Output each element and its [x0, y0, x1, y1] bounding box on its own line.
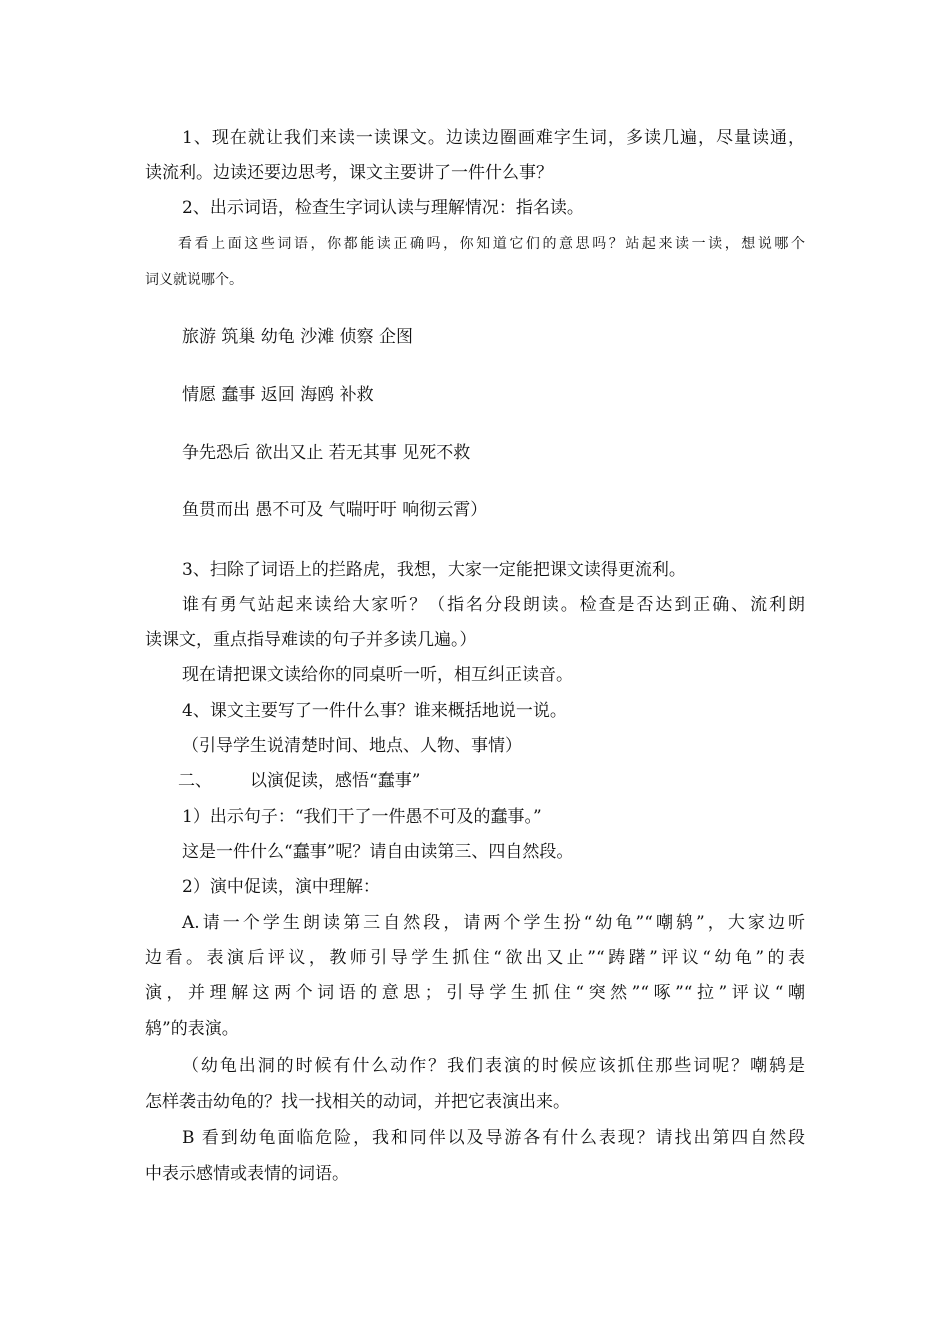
- paragraph-3-line-1: 看看上面这些词语，你都能读正确吗，你知道它们的意思吗？站起来读一读，想说哪个: [178, 236, 805, 252]
- paragraph-5-line-2: 读课文，重点指导难读的句子并多读几遍。）: [145, 630, 477, 650]
- word-list-3: 争先恐后 欲出又止 若无其事 见死不救: [182, 443, 471, 463]
- word-list-1: 旅游 筑巢 幼龟 沙滩 侦察 企图: [182, 327, 414, 347]
- paragraph-2: 2、出示词语，检查生字词认读与理解情况：指名读。: [182, 198, 584, 218]
- paragraph-14-line-1: B 看到幼龟面临危险，我和同伴以及导游各有什么表现？请找出第四自然段: [182, 1128, 805, 1148]
- paragraph-10: 这是一件什么“蠢事”呢？请自由读第三、四自然段。: [182, 842, 574, 862]
- paragraph-8: （引导学生说清楚时间、地点、人物、事情）: [182, 736, 522, 756]
- paragraph-9: 1）出示句子：“我们干了一件愚不可及的蠢事。”: [182, 807, 542, 827]
- section-heading-number: 二、: [178, 771, 212, 791]
- word-list-4: 鱼贯而出 愚不可及 气喘吁吁 响彻云霄）: [182, 500, 488, 520]
- paragraph-6: 现在请把课文读给你的同桌听一听，相互纠正读音。: [182, 665, 573, 685]
- paragraph-1-line-2: 读流利。边读还要边思考，课文主要讲了一件什么事？: [145, 163, 553, 183]
- paragraph-13-line-1: （幼龟出洞的时候有什么动作？我们表演的时候应该抓住那些词呢？嘲鸫是: [182, 1056, 805, 1076]
- paragraph-14-line-2: 中表示感情或表情的词语。: [145, 1164, 349, 1184]
- paragraph-12-line-4: 鸫”的表演。: [145, 1019, 239, 1039]
- section-heading-text: 以演促读，感悟“蠢事”: [250, 771, 421, 791]
- paragraph-11: 2）演中促读，演中理解：: [182, 877, 380, 897]
- paragraph-12-line-2: 边看。表演后评议，教师引导学生抓住“欲出又止”“踌躇”评议“幼龟”的表: [145, 948, 805, 968]
- paragraph-4: 3、扫除了词语上的拦路虎，我想，大家一定能把课文读得更流利。: [182, 560, 686, 580]
- paragraph-5-line-1: 谁有勇气站起来读给大家听？（指名分段朗读。检查是否达到正确、流利朗: [182, 595, 805, 615]
- paragraph-12-line-3: 演，并理解这两个词语的意思；引导学生抓住“突然”“啄”“拉”评议“嘲: [145, 983, 805, 1003]
- paragraph-13-line-2: 怎样袭击幼龟的？找一找相关的动词，并把它表演出来。: [145, 1092, 570, 1112]
- paragraph-12-line-1: A.请一个学生朗读第三自然段，请两个学生扮“幼龟”“嘲鸫”，大家边听: [182, 913, 805, 933]
- section-heading-2: [178, 769, 420, 793]
- paragraph-1-line-1: 1、现在就让我们来读一读课文。边读边圈画难字生词，多读几遍，尽量读通，: [182, 128, 805, 148]
- paragraph-3-line-2: 词义就说哪个。: [145, 272, 243, 288]
- word-list-2: 情愿 蠢事 返回 海鸥 补救: [182, 385, 374, 405]
- paragraph-7: 4、课文主要写了一件什么事？谁来概括地说一说。: [182, 701, 567, 721]
